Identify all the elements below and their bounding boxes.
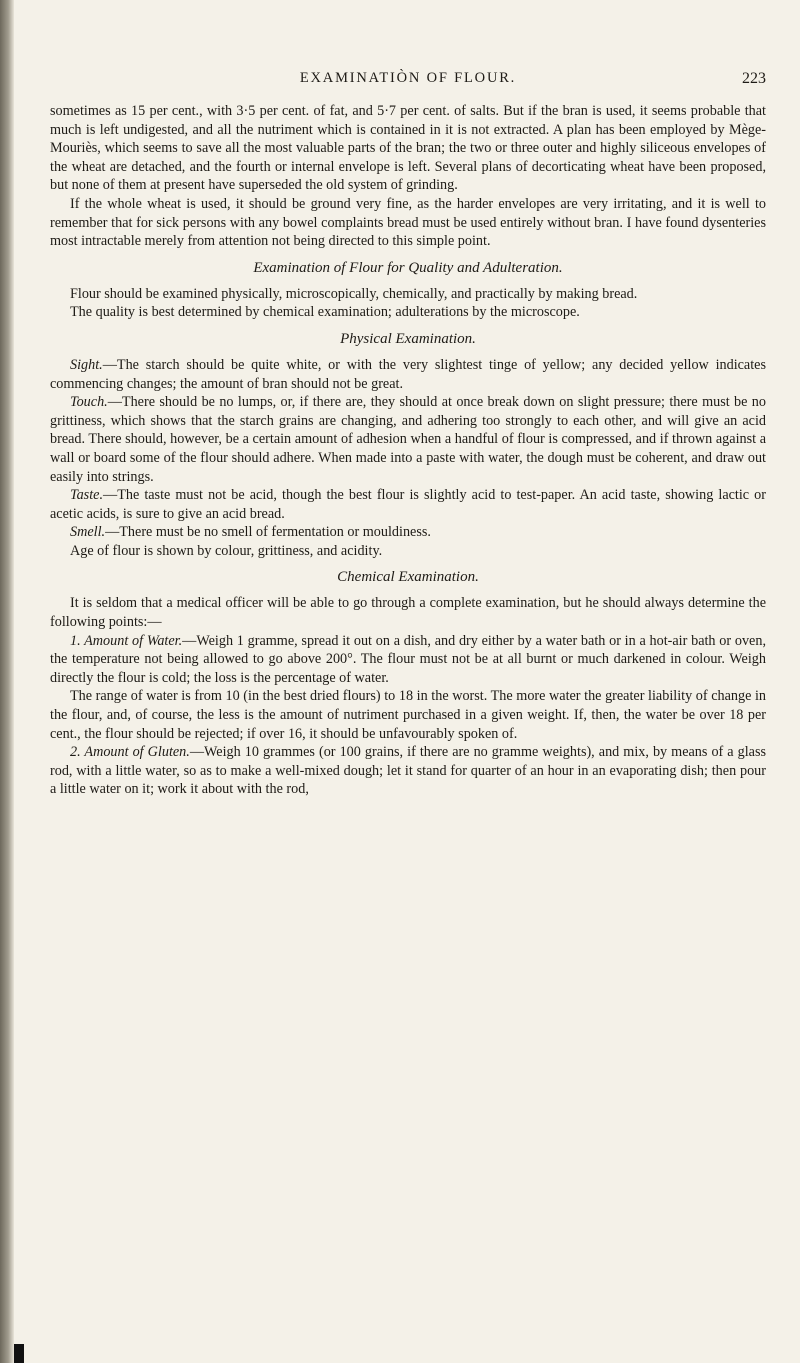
text-smell: —There must be no smell of fermentation or mouldiness. — [105, 524, 431, 541]
lead-sight: Sight. — [70, 356, 103, 373]
paragraph-examine-methods: Flour should be examined physically, microscopically, chemically, and practically by making bread. — [70, 285, 638, 302]
text-water-range: The range of water is from 10 (in the best dried flours) to 18 in the worst. The more water the greater liability of change in the flour, and, of course, the less is the amount of nutriment purchased in a given weight. If, then, the water be over 18 per cent., the flour should be rejected; if over 16, it should be unfavourably spoken of. — [50, 688, 766, 742]
text-touch: —There should be no lumps, or, if there are, they should at once break down on slight pressure; there must be no grittiness, which shows that the starch grains are changing, and adhering too strongly to each other, and will give an acid bread. There should, however, be a certain amount of adhesion when a handful of flour is compressed, and if thrown against a wall or board some of the flour should adhere. When made into a paste with water, the dough must be coherent, and draw out easily into strings. — [50, 394, 766, 485]
paragraph-bran: sometimes as 15 per cent., with 3·5 per cent. of fat, and 5·7 per cent. of salts. But if the bran is used, it seems probable that much is left undigested, and all the nutriment which is contained in it is not extracted. A plan has been employed by Mège-Mouriès, which seems to save all the most valuable parts of the bran; the two or three outer and highly siliceous envelopes of the wheat are detached, and the fourth or internal envelope is left. Several plans of decorticating wheat have been proposed, but none of them at present have superseded the old system of grinding. — [50, 103, 766, 194]
binding-edge-mark — [14, 1344, 24, 1363]
paragraph-age: Age of flour is shown by colour, grittiness, and acidity. — [70, 542, 383, 559]
paragraph-touch — [50, 393, 766, 486]
running-head — [50, 70, 766, 92]
body-text — [50, 102, 766, 799]
lead-taste: Taste. — [70, 487, 103, 504]
book-binding-shadow — [0, 0, 14, 1363]
lead-smell: Smell. — [70, 524, 106, 541]
paragraph-whole-wheat: If the whole wheat is used, it should be ground very fine, as the harder envelopes are very irritating, and it is well to remember that for sick persons with any bowel complaints bread must be used entirely without bran. I have found dysenteries most intractable merely from attention not being directed to this simple point. — [50, 195, 766, 250]
lead-water: 1. Amount of Water. — [70, 632, 183, 649]
running-title: EXAMINATIÒN OF FLOUR. — [299, 70, 517, 86]
paragraph-taste — [50, 486, 766, 523]
paragraph-chemical-intro: It is seldom that a medical officer will be able to go through a complete examination, but he should always determine the following points:— — [50, 595, 766, 631]
page-number: 223 — [742, 70, 766, 87]
paragraph-smell — [50, 523, 766, 542]
heading-quality-adulteration: Examination of Flour for Quality and Adulteration. — [253, 259, 563, 276]
paragraph-water — [50, 632, 766, 688]
paragraph-sight — [50, 356, 766, 393]
paragraph-water-range — [50, 687, 766, 743]
text-gluten: —Weigh 10 grammes (or 100 grains, if there are no gramme weights), and mix, by means of a glass rod, with a little water, so as to make a well-mixed dough; let it stand for quarter of an hour in an evaporating dish; then pour a little water on it; work it about with the rod, — [50, 744, 767, 798]
text-water: —Weigh 1 gramme, spread it out on a dish, and dry either by a water bath or in a hot-air bath or oven, the temperature not being allowed to go above 200°. The flour must not be at all burnt or much darkened in colour. Weigh directly the flour is cold; the loss is the percentage of water. — [50, 632, 766, 686]
heading-physical-examination: Physical Examination. — [340, 330, 476, 347]
text-taste: —The taste must not be acid, though the best flour is slightly acid to test-paper. An acid taste, showing lactic or acetic acids, is sure to give an acid bread. — [50, 487, 766, 522]
heading-chemical-examination: Chemical Examination. — [337, 569, 479, 586]
lead-touch: Touch. — [70, 394, 108, 411]
paragraph-gluten — [50, 743, 766, 799]
text-sight: —The starch should be quite white, or with the very slightest tinge of yellow; any decided yellow indicates commencing changes; the amount of bran should not be great. — [50, 356, 766, 392]
lead-gluten: 2. Amount of Gluten. — [70, 744, 190, 761]
paragraph-quality-determination: The quality is best determined by chemical examination; adulterations by the microscope. — [70, 304, 580, 321]
